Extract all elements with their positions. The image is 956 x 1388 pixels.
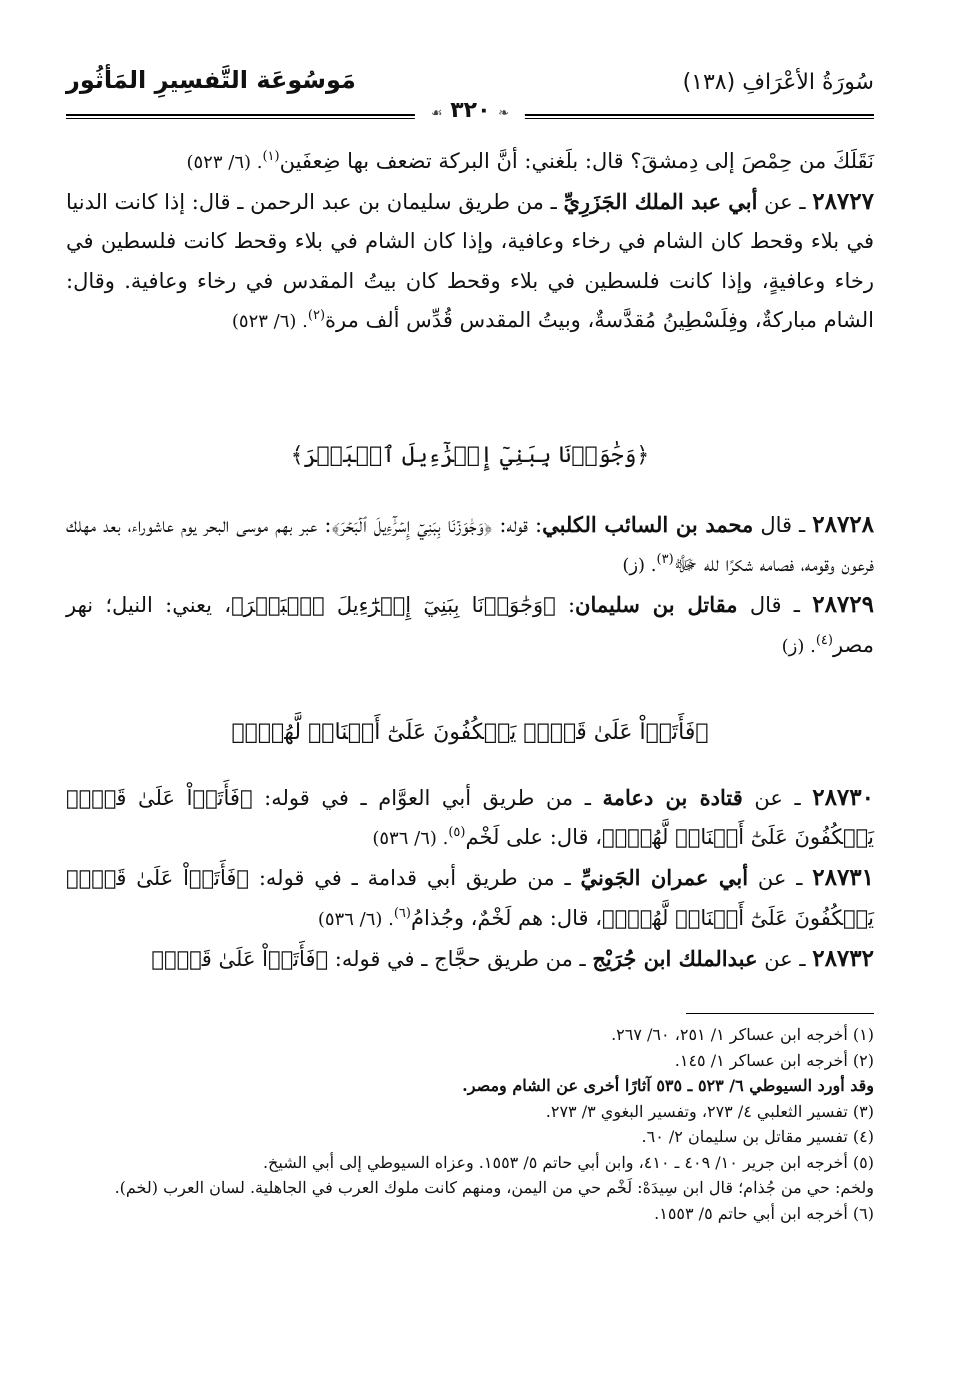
source-ref: . (٦/ ٥٣٦) (372, 828, 449, 850)
source-ref: . (ز) (622, 555, 657, 577)
footnote: (٣) تفسير الثعلبي ٤/ ٢٧٣، وتفسير البغوي ٣/ ٢٧٣. (545, 1101, 874, 1121)
ornament-icon: ☙ (430, 106, 443, 121)
athar-entry: ٢٨٧٣٢ ـ عن عبدالملك ابن جُرَيْج ـ من طريق حجَّاج ـ في قوله: ﴿فَأَتَوۡاْ عَلَىٰ قَوۡمٖ (151, 944, 874, 972)
narrator-name: قتادة بن دعامة (602, 785, 743, 810)
athar-entry: ٢٨٧٢٨ ـ قال محمد بن السائب الكلبي: قوله: ﴿وَجَٰوَزۡنَا بِبَنِيٓ إِسۡرَٰٓءِيلَ ٱلۡبَحۡرَ﴾: عبر بهم موسى البحر يوم عاشوراء، بعد مهلك فرعون وقومه، فصامه شكرًا لله ﷻ$^{(٣)}$. (ز) (66, 511, 875, 577)
footnote-marker: (١) (262, 149, 280, 164)
book-running-title: مَوسُوعَة التَّفسِيرِ المَأثُور (66, 66, 356, 94)
athar-entry: ٢٨٧٣٠ ـ عن قتادة بن دعامة ـ من طريق أبي العوَّام ـ في قوله: ﴿فَأَتَوۡاْ عَلَىٰ قَوۡمٖ يَعۡكُفُونَ عَلَىٰٓ أَصۡنَامٖ لَّهُمۡۚ﴾، قال: على لَخْم$^{(٥)}$. (٦/ ٥٣٦) (66, 784, 874, 850)
footnote: (٢) أخرجه ابن عساكر ١/ ١٤٥. (674, 1050, 874, 1070)
surah-running-title: سُورَةُ الأعْرَافِ (١٣٨) (682, 70, 874, 95)
page-number: ❧ ٣٢٠ ☙ (415, 98, 525, 123)
entry-number: ٢٨٧٣٠ (812, 784, 874, 811)
footnote-marker: (٢) (307, 307, 326, 323)
main-text-2 (66, 505, 874, 666)
source-ref: . (٦/ ٥٢٣) (186, 152, 263, 173)
entry-number: ٢٨٧٣٢ (812, 944, 874, 972)
athar-entry: ٢٨٧٣١ ـ عن أبي عمران الجَونيِّ ـ من طريق أبي قدامة ـ في قوله: ﴿فَأَتَوۡاْ عَلَىٰ قَوۡمٖ يَعۡكُفُونَ عَلَىٰٓ أَصۡنَامٖ لَّهُمۡۚ﴾، قال: هم لَخْمٌ، وجُذامُ$^{(٦)}$. (٦/ ٥٣٦) (66, 864, 875, 930)
footnote-marker: (٦) (393, 905, 411, 921)
entry-number: ٢٨٧٢٩ (812, 591, 874, 619)
narrator-name: محمد بن السائب الكلبي (542, 512, 754, 537)
narrator-name: مقاتل بن سليمان (575, 592, 738, 618)
ayah-heading: ﴿وَجَٰوَزۡنَا بِبَنِيٓ إِسۡرَٰٓءِيلَ ٱلۡبَحۡرَ﴾ (290, 443, 650, 468)
footnotes (66, 1022, 874, 1226)
footnote: (٦) أخرجه ابن أبي حاتم ٥/ ١٥٥٣. (654, 1203, 874, 1223)
main-text (66, 142, 874, 341)
source-ref: . (ز) (781, 635, 816, 657)
footnote-separator (686, 1013, 874, 1014)
athar-entry: ٢٨٧٢٩ ـ قال مقاتل بن سليمان: ﴿وَجَٰوَزۡنَا بِبَنِيٓ إِسۡرَٰٓءِيلَ ٱلۡبَحۡرَ﴾، يعني: النيل؛ نهر مصر$^{(٤)}$. (ز) (66, 591, 874, 657)
narrator-name: أبي عبد الملك الجَزَرِيِّ (563, 189, 758, 215)
footnote: (١) أخرجه ابن عساكر ١/ ٢٥١، ٦٠/ ٢٦٧. (611, 1025, 874, 1044)
paragraph-continuation: نَقَلَكَ من حِمْصَ إلى دِمشقَ؟ قال: بلَغني: أنَّ البركة تضعف بها ضِعفَين$^{(١)}$. (٦/ ٥٢٣) (186, 149, 874, 173)
footnote-note: وقد أورد السيوطي ٦/ ٥٢٣ ـ ٥٣٥ آثارًا أخرى عن الشام ومصر. (462, 1076, 874, 1095)
ayah-heading: ﴿فَأَتَوۡاْ عَلَىٰ قَوۡمٖ يَعۡكُفُونَ عَلَىٰٓ أَصۡنَامٖ لَّهُمۡۚ﴾ (231, 720, 709, 745)
footnote: (٥) أخرجه ابن جرير ١٠/ ٤٠٩ ـ ٤١٠، وابن أبي حاتم ٥/ ١٥٥٣. وعزاه السيوطي إلى أبي الشيخ. (262, 1152, 874, 1172)
source-ref: . (٦/ ٥٢٣) (231, 310, 308, 332)
footnote-note: ولخم: حي من جُذام؛ قال ابن سِيدَهْ: لَخْم حي من اليمن، ومنهم كانت ملوك العرب في الجاهلية. لسان العرب (لخم). (114, 1178, 874, 1197)
entry-number: ٢٨٧٢٧ (812, 188, 874, 216)
footnote: (٤) تفسير مقاتل بن سليمان ٢/ ٦٠. (641, 1127, 874, 1146)
footnote-marker: (٣) (656, 552, 674, 568)
narrator-name: عبدالملك ابن جُرَيْج (592, 945, 758, 971)
footnote-marker: (٥) (448, 825, 466, 841)
entry-number: ٢٨٧٣١ (812, 864, 875, 892)
source-ref: . (٦/ ٥٣٦) (317, 908, 394, 930)
main-text-3 (66, 778, 874, 979)
entry-number: ٢٨٧٢٨ (812, 511, 875, 538)
athar-entry: ٢٨٧٢٧ ـ عن أبي عبد الملك الجَزَرِيِّ ـ من طريق سليمان بن عبد الرحمن ـ قال: إذا كانت الدنيا في بلاء وقحط كان الشام في رخاء وعافية، وإذا كان الشام في بلاء وقحط كانت فلسطين في رخاء وعافيةٍ، وإذا كانت فلسطين في بلاء وقحط كان بيتُ المقدس في رخاء وعافية. وقال: الشام مباركةٌ، وفِلَسْطِينُ مُقدَّسةٌ، وبيتُ المقدس قُدِّس ألف مرة$^{(٢)}$. (٦/ ٥٢٣) (66, 188, 874, 332)
narrator-name: أبي عمران الجَونيِّ (580, 865, 749, 891)
ornament-icon: ❧ (498, 106, 510, 121)
footnote-marker: (٤) (815, 632, 833, 648)
page-header (66, 62, 874, 123)
